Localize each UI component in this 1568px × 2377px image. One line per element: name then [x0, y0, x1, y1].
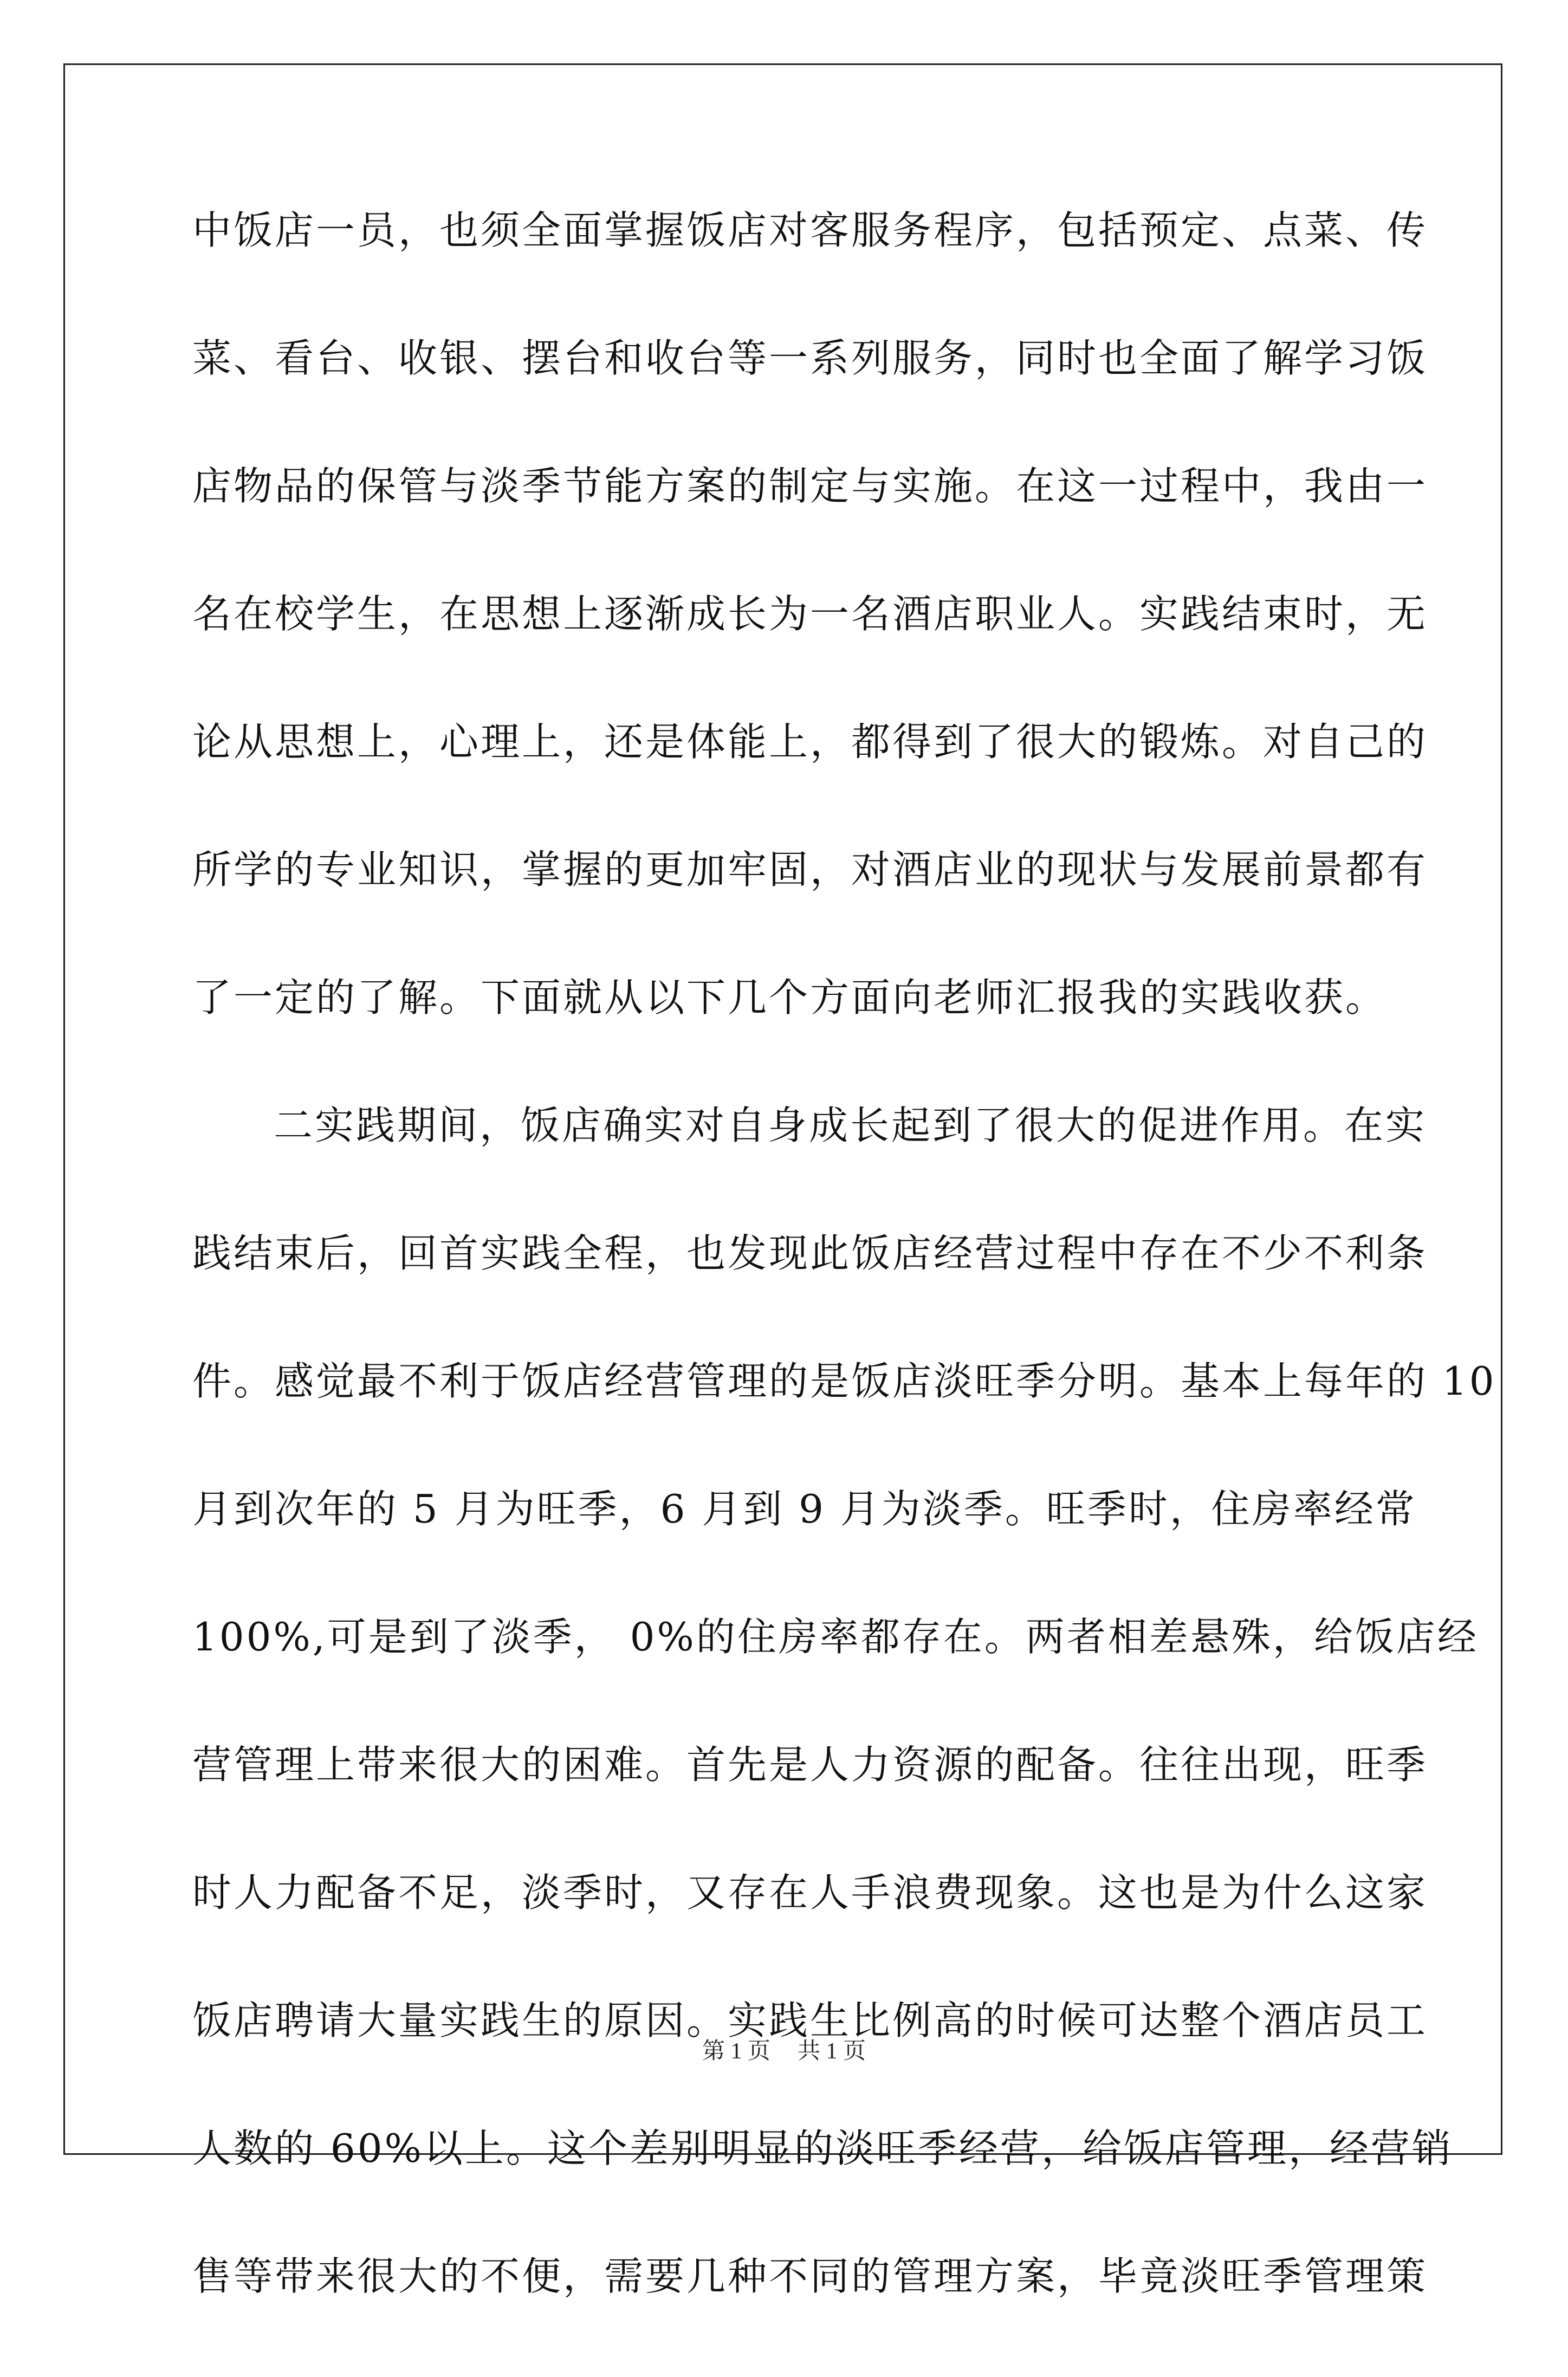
text-line: 人数的 60%以上。这个差别明显的淡旺季经营，给饭店管理，经营销: [192, 2126, 1453, 2171]
text-line: 售等带来很大的不便，需要几种不同的管理方案，毕竟淡旺季管理策: [192, 2253, 1428, 2299]
text-line: 名在校学生，在思想上逐渐成长为一名酒店职业人。实践结束时，无: [192, 591, 1428, 637]
text-line: 饭店聘请大量实践生的原因。实践生比例高的时候可达整个酒店员工: [192, 1998, 1428, 2043]
paragraph-start-line: 二实践期间，饭店确实对自身成长起到了很大的促进作用。在实: [274, 1103, 1427, 1148]
text-line: 了一定的了解。下面就从以下几个方面向老师汇报我的实践收获。: [192, 975, 1387, 1020]
text-line: 践结束后，回首实践全程，也发现此饭店经营过程中存在不少不利条: [192, 1230, 1428, 1276]
text-line: 所学的专业知识，掌握的更加牢固，对酒店业的现状与发展前景都有: [192, 847, 1428, 892]
text-line: 菜、看台、收银、摆台和收台等一系列服务，同时也全面了解学习饭: [192, 335, 1428, 381]
text-line: 论从思想上，心理上，还是体能上，都得到了很大的锻炼。对自己的: [192, 719, 1428, 765]
text-line: 100%,可是到了淡季， 0%的住房率都存在。两者相差悬殊，给饭店经: [192, 1614, 1479, 1660]
text-line: 件。感觉最不利于饭店经营管理的是饭店淡旺季分明。基本上每年的 10: [192, 1358, 1496, 1404]
page-footer: [0, 2033, 1568, 2065]
text-line: 时人力配备不足，淡季时，又存在人手浪费现象。这也是为什么这家: [192, 1870, 1428, 1915]
text-line: 月到次年的 5 月为旺季，6 月到 9 月为淡季。旺季时，住房率经常: [192, 1486, 1417, 1532]
page-total: 共 1 页: [798, 2039, 866, 2064]
text-line: 中饭店一员，也须全面掌握饭店对客服务程序，包括预定、点菜、传: [192, 208, 1428, 253]
text-line: 店物品的保管与淡季节能方案的制定与实施。在这一过程中，我由一: [192, 463, 1428, 509]
page-number: 第 1 页: [702, 2039, 770, 2064]
text-line: 营管理上带来很大的困难。首先是人力资源的配备。往往出现，旺季: [192, 1742, 1428, 1787]
